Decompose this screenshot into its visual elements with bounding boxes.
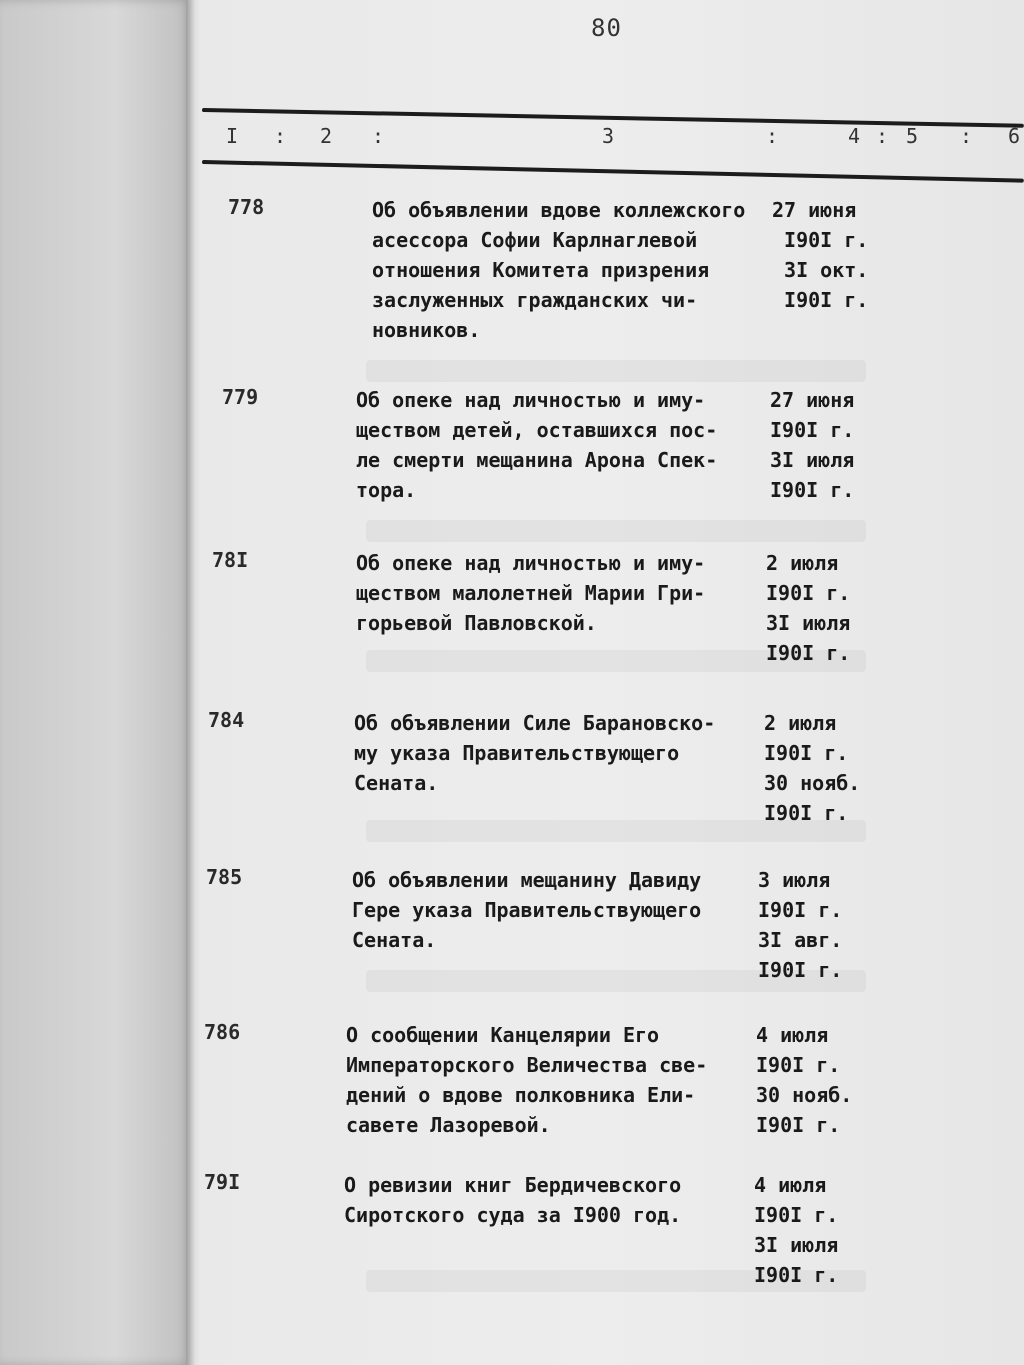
- entry-dates: 3 июля I90I г. 3I авг. I90I г.: [758, 868, 843, 982]
- column-header-2: 2: [320, 124, 333, 148]
- entry-dates: 4 июля I90I г. 3I июля I90I г.: [754, 1173, 839, 1287]
- entry-number: 786: [204, 1020, 241, 1044]
- entry-description: О сообщении Канцелярии Его Императорского Величества све- дений о вдове полковника Ели- савете Лазоревой.: [346, 1023, 708, 1137]
- column-separator: :: [372, 124, 385, 148]
- entry-dates: 4 июля I90I г. 30 нояб. I90I г.: [756, 1023, 853, 1137]
- entry-number: 779: [222, 385, 259, 409]
- header-rule-bottom: [202, 160, 1024, 183]
- entry-description: Об объявлении мещанину Давиду Гере указа Правительствующего Сената.: [352, 868, 702, 952]
- bleed-through-text: [366, 520, 866, 542]
- entry-dates: 27 июня I90I г. 3I окт. I90I г.: [772, 198, 869, 312]
- column-header-3: 3: [602, 124, 615, 148]
- left-page-edge: [0, 0, 192, 1365]
- entry-dates: 27 июня I90I г. 3I июля I90I г.: [770, 388, 855, 502]
- entry-dates: 2 июля I90I г. 30 нояб. I90I г.: [764, 711, 861, 825]
- entry-number: 785: [206, 865, 243, 889]
- entry-description: О ревизии книг Бердичевского Сиротского суда за I900 год.: [344, 1173, 682, 1227]
- column-header-row: [196, 124, 1024, 154]
- bleed-through-text: [366, 360, 866, 382]
- entry-dates: 2 июля I90I г. 3I июля I90I г.: [766, 551, 851, 665]
- column-header-1: I: [226, 124, 239, 148]
- entry-number: 78I: [212, 548, 249, 572]
- column-separator: :: [766, 124, 779, 148]
- column-header-4: 4: [848, 124, 861, 148]
- page-number: 80: [591, 14, 622, 42]
- column-separator: :: [960, 124, 973, 148]
- entry-number: 778: [228, 195, 265, 219]
- entry-number: 79I: [204, 1170, 241, 1194]
- entry-number: 784: [208, 708, 245, 732]
- book-gutter: [186, 0, 196, 1365]
- column-header-6: 6: [1008, 124, 1021, 148]
- entry-description: Об объявлении Силе Барановско- му указа Правительствующего Сената.: [354, 711, 716, 795]
- column-separator: :: [274, 124, 287, 148]
- column-header-5: 5: [906, 124, 919, 148]
- entry-description: Об опеке над личностью и иму- ществом детей, оставшихся пос- ле смерти мещанина Арона Спек- тора.: [356, 388, 718, 502]
- document-page: [196, 0, 1024, 1365]
- entry-description: Об объявлении вдове коллежского асессора Софии Карлнаглевой отношения Комитета призрения заслуженных гражданских чи- новников.: [372, 198, 746, 342]
- entry-description: Об опеке над личностью и иму- ществом малолетней Марии Гри- горьевой Павловской.: [356, 551, 706, 635]
- column-separator: :: [876, 124, 889, 148]
